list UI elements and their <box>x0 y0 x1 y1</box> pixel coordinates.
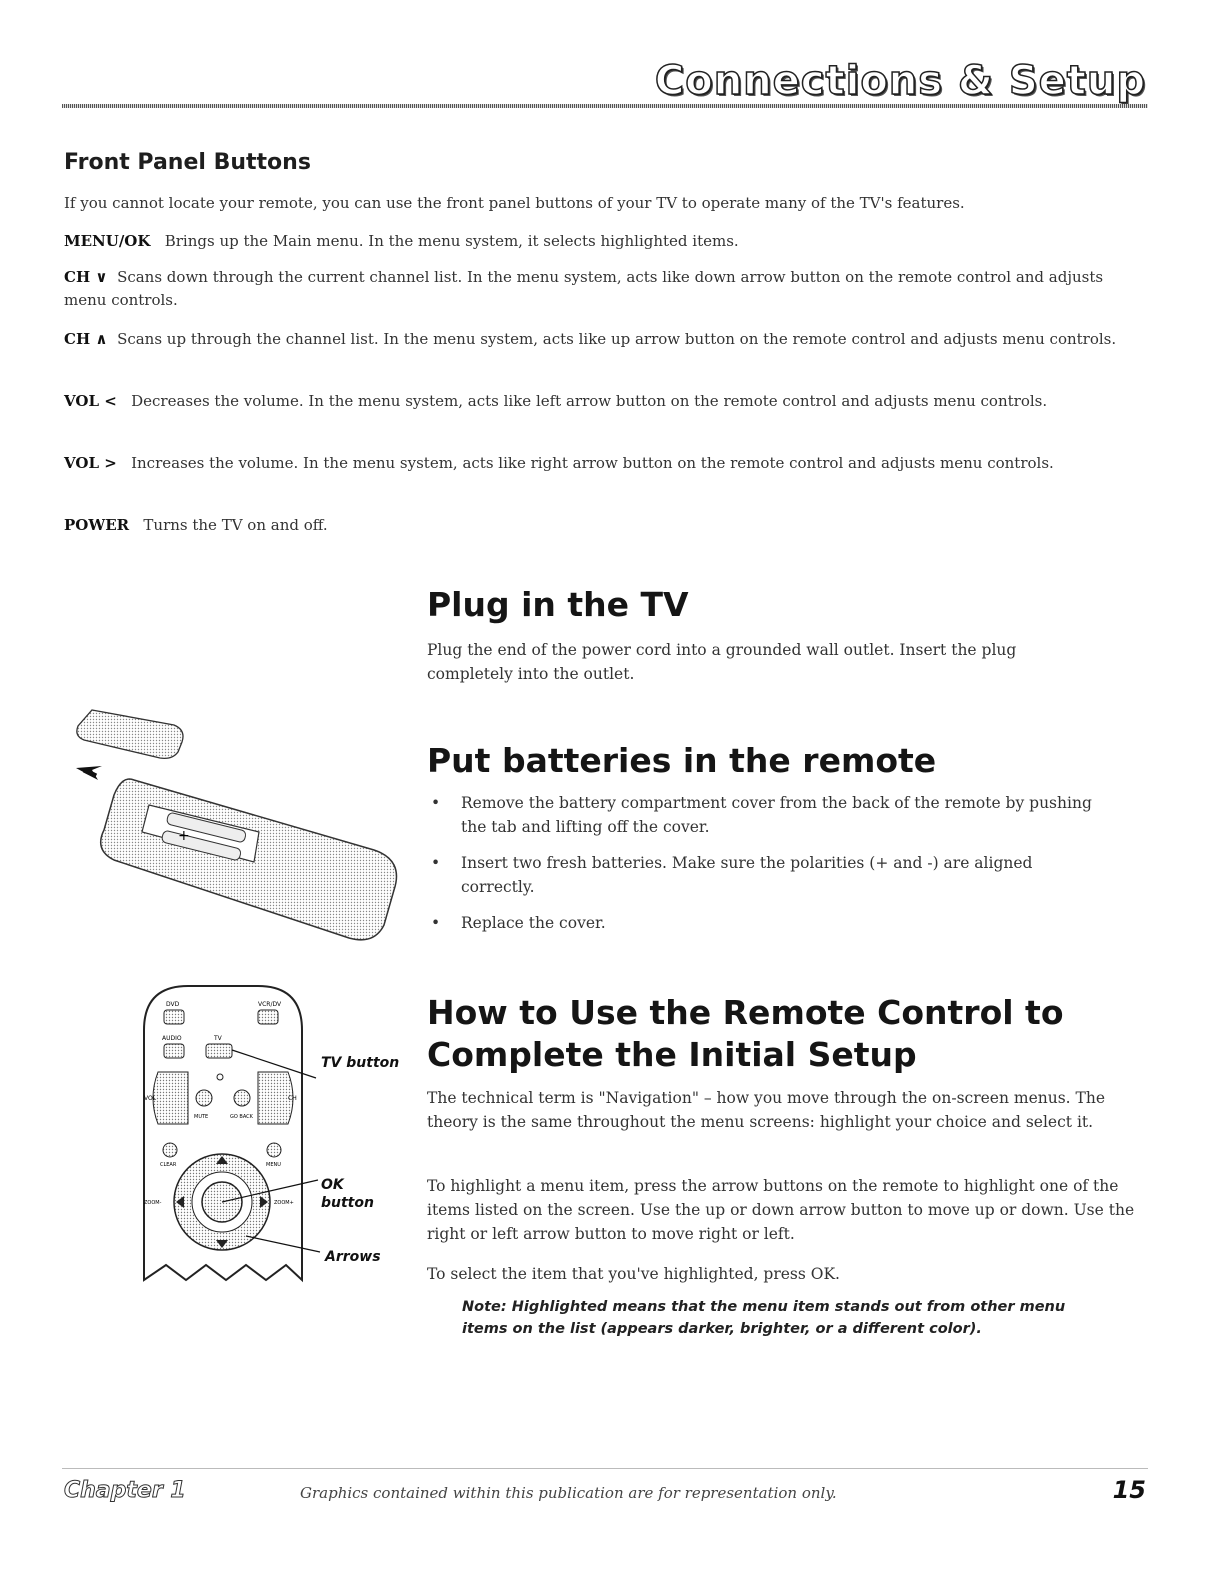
arrow-shaft <box>84 770 96 776</box>
remote-setup-para-1: The technical term is "Navigation" – how you move through the on-screen menus. The theory is the same throughout the menu screens: highlight your choice and select it. <box>427 1089 1106 1131</box>
front-panel-item <box>64 328 1134 351</box>
page-number: 15 <box>1112 1476 1146 1504</box>
vcr-label: VCR/DV <box>258 1001 282 1008</box>
item-key: MENU/OK <box>64 232 151 250</box>
audio-button[interactable] <box>164 1044 184 1058</box>
heading-line-2: Complete the Initial Setup <box>427 1035 917 1074</box>
front-panel-heading: Front Panel Buttons <box>64 150 311 175</box>
zoom-plus-label: ZOOM+ <box>274 1200 294 1206</box>
ok-callout-line2: button <box>321 1195 374 1211</box>
arrows-callout: Arrows <box>325 1249 381 1265</box>
item-text: Brings up the Main menu. In the menu system, it selects highlighted items. <box>164 232 739 250</box>
vcr-button[interactable] <box>258 1010 278 1024</box>
remote-setup-para-3: To select the item that you've highlighted, press OK. <box>427 1265 840 1283</box>
remote-setup-para-2: To highlight a menu item, press the arrow buttons on the remote to highlight one of the items listed on the screen. Use the up or down arrow button to move up or down. Use the right or left arrow button to move right or left. <box>427 1177 1135 1243</box>
item-key: VOL < <box>64 392 117 410</box>
clear-label: CLEAR <box>160 1162 177 1168</box>
ok-callout-line1: OK <box>321 1177 344 1193</box>
tv-button-callout: TV button <box>321 1055 400 1071</box>
list-item: • Remove the battery compartment cover from the back of the remote by pushing the tab and lifting off the cover. <box>427 791 1107 839</box>
list-item: • Replace the cover. <box>427 911 1107 935</box>
item-text: Increases the volume. In the menu system, acts like right arrow button on the remote control and adjusts menu controls. <box>131 454 1054 472</box>
go-back-label: GO BACK <box>230 1114 253 1120</box>
ch-label: CH <box>288 1095 297 1102</box>
footer-chapter: Chapter 1 <box>64 1478 186 1503</box>
batteries-heading: Put batteries in the remote <box>427 741 937 780</box>
item-text: Scans up through the channel list. In the menu system, acts like up arrow button on the remote control and adjusts menu controls. <box>117 330 1117 348</box>
ok-button-callout <box>321 1176 374 1212</box>
list-item: • Insert two fresh batteries. Make sure the polarities (+ and -) are aligned correctly. <box>427 851 1107 899</box>
zoom-minus-label: ZOOM- <box>144 1200 162 1206</box>
header-rule <box>62 104 1148 108</box>
plug-text: Plug the end of the power cord into a grounded wall outlet. Insert the plug completely into the outlet. <box>427 641 1017 683</box>
battery-cover <box>77 710 183 758</box>
remote-setup-note: Note: Highlighted means that the menu item stands out from other menu items on the list (appears darker, brighter, or a different color). <box>462 1299 1066 1337</box>
front-panel-intro: If you cannot locate your remote, you can use the front panel buttons of your TV to operate many of the TV's features. <box>64 194 965 212</box>
mute-label: MUTE <box>194 1114 209 1120</box>
item-key: CH ∧ <box>64 330 108 348</box>
mute-button[interactable] <box>196 1090 212 1106</box>
menu-label: MENU <box>266 1162 281 1168</box>
front-panel-item <box>64 514 1124 537</box>
dvd-button[interactable] <box>164 1010 184 1024</box>
vol-label: VOL <box>144 1095 157 1102</box>
item-key: POWER <box>64 516 130 534</box>
remote-setup-heading <box>427 992 1064 1076</box>
plug-heading: Plug in the TV <box>427 585 689 624</box>
item-key: VOL > <box>64 454 117 472</box>
item-text: Turns the TV on and off. <box>143 516 328 534</box>
front-panel-item <box>64 230 1144 253</box>
battery-remote-illustration <box>74 700 414 950</box>
tv-button[interactable] <box>206 1044 232 1058</box>
page-header-title: Connections & Setup <box>654 58 1146 104</box>
front-panel-item <box>64 266 1144 312</box>
go-back-button[interactable] <box>234 1090 250 1106</box>
batteries-list <box>427 791 1107 947</box>
audio-label: AUDIO <box>162 1035 182 1042</box>
heading-line-1: How to Use the Remote Control to <box>427 993 1064 1032</box>
front-panel-item <box>64 452 1124 475</box>
item-text: Scans down through the current channel list. In the menu system, acts like down arrow button on the remote control and adjusts menu controls. <box>64 268 1104 309</box>
footer-note: Graphics contained within this publication are for representation only. <box>300 1484 837 1502</box>
clear-button[interactable] <box>163 1143 177 1157</box>
dvd-label: DVD <box>166 1001 180 1008</box>
tv-label: TV <box>214 1035 222 1042</box>
front-panel-item <box>64 390 1124 413</box>
menu-button[interactable] <box>267 1143 281 1157</box>
item-key: CH ∨ <box>64 268 108 286</box>
item-text: Decreases the volume. In the menu system, acts like left arrow button on the remote control and adjusts menu controls. <box>131 392 1048 410</box>
footer-rule <box>62 1468 1148 1469</box>
plus-mark: + <box>178 828 190 844</box>
vol-rocker[interactable] <box>153 1072 188 1124</box>
